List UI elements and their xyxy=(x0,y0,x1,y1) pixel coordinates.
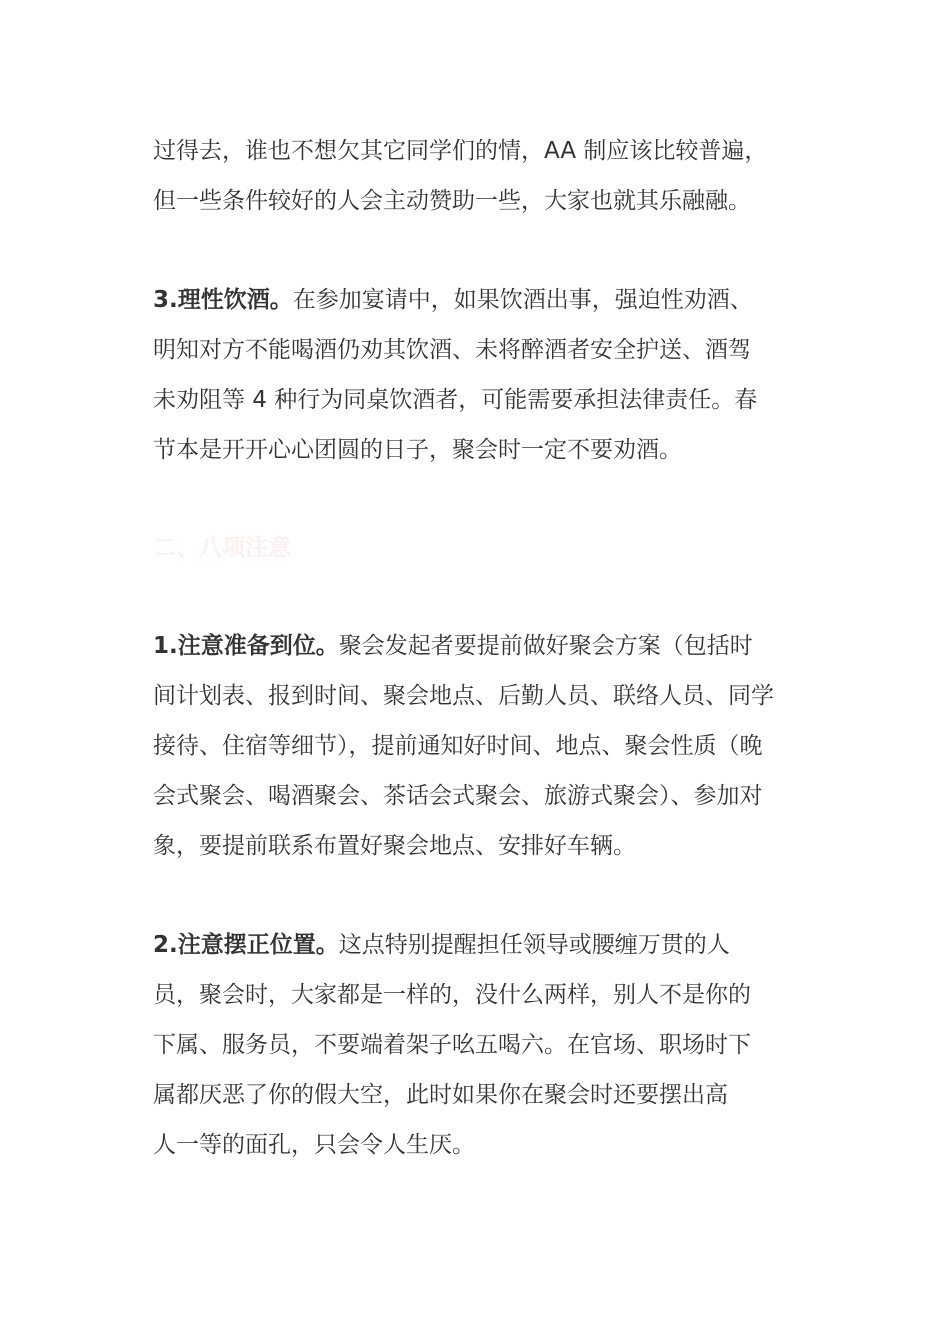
text-line xyxy=(153,275,803,325)
text-line xyxy=(153,621,803,671)
text-line: 属都厌恶了你的假大空，此时如果你在聚会时还要摆出高 xyxy=(153,1082,728,1108)
section-heading: 二、八项注意 xyxy=(153,535,291,561)
paragraph-lead-title: 1.注意准备到位。 xyxy=(153,633,339,659)
paragraph-intro-continuation xyxy=(153,126,803,226)
text-run: 聚会发起者要提前做好聚会方案（包括时 xyxy=(338,633,753,659)
text-line: 下属、服务员，不要端着架子吆五喝六。在官场、职场时下 xyxy=(153,1032,751,1058)
paragraph-lead-title: 3.理性饮酒。 xyxy=(153,287,293,313)
text-line: 接待、住宿等细节），提前通知好时间、地点、聚会性质（晚 xyxy=(153,733,763,759)
text-line: 员，聚会时，大家都是一样的，没什么两样，别人不是你的 xyxy=(153,982,751,1008)
text-line: 象，要提前联系布置好聚会地点、安排好车辆。 xyxy=(153,833,636,859)
text-line xyxy=(153,920,803,970)
text-line: 过得去，谁也不想欠其它同学们的情，AA 制应该比较普遍， xyxy=(153,138,768,164)
text-line: 但一些条件较好的人会主动赞助一些，大家也就其乐融融。 xyxy=(153,188,751,214)
text-line: 节本是开开心心团圆的日子，聚会时一定不要劝酒。 xyxy=(153,437,682,463)
text-line: 间计划表、报到时间、聚会地点、后勤人员、联络人员、同学 xyxy=(153,683,774,709)
text-line: 人一等的面孔，只会令人生厌。 xyxy=(153,1132,475,1158)
paragraph-rational-drinking xyxy=(153,275,803,475)
text-line: 明知对方不能喝酒仍劝其饮酒、未将醉酒者安全护送、酒驾 xyxy=(153,337,751,363)
text-run: 这点特别提醒担任领导或腰缠万贯的人 xyxy=(338,932,730,958)
text-line: 会式聚会、喝酒聚会、茶话会式聚会、旅游式聚会）、参加对 xyxy=(153,783,763,809)
paragraph-lead-title: 2.注意摆正位置。 xyxy=(153,932,339,958)
paragraph-position xyxy=(153,920,803,1170)
text-line: 未劝阻等 4 种行为同桌饮酒者，可能需要承担法律责任。春 xyxy=(153,387,758,413)
paragraph-preparation xyxy=(153,621,803,871)
text-run: 在参加宴请中，如果饮酒出事，强迫性劝酒、 xyxy=(292,287,753,313)
document-page xyxy=(153,126,803,1170)
